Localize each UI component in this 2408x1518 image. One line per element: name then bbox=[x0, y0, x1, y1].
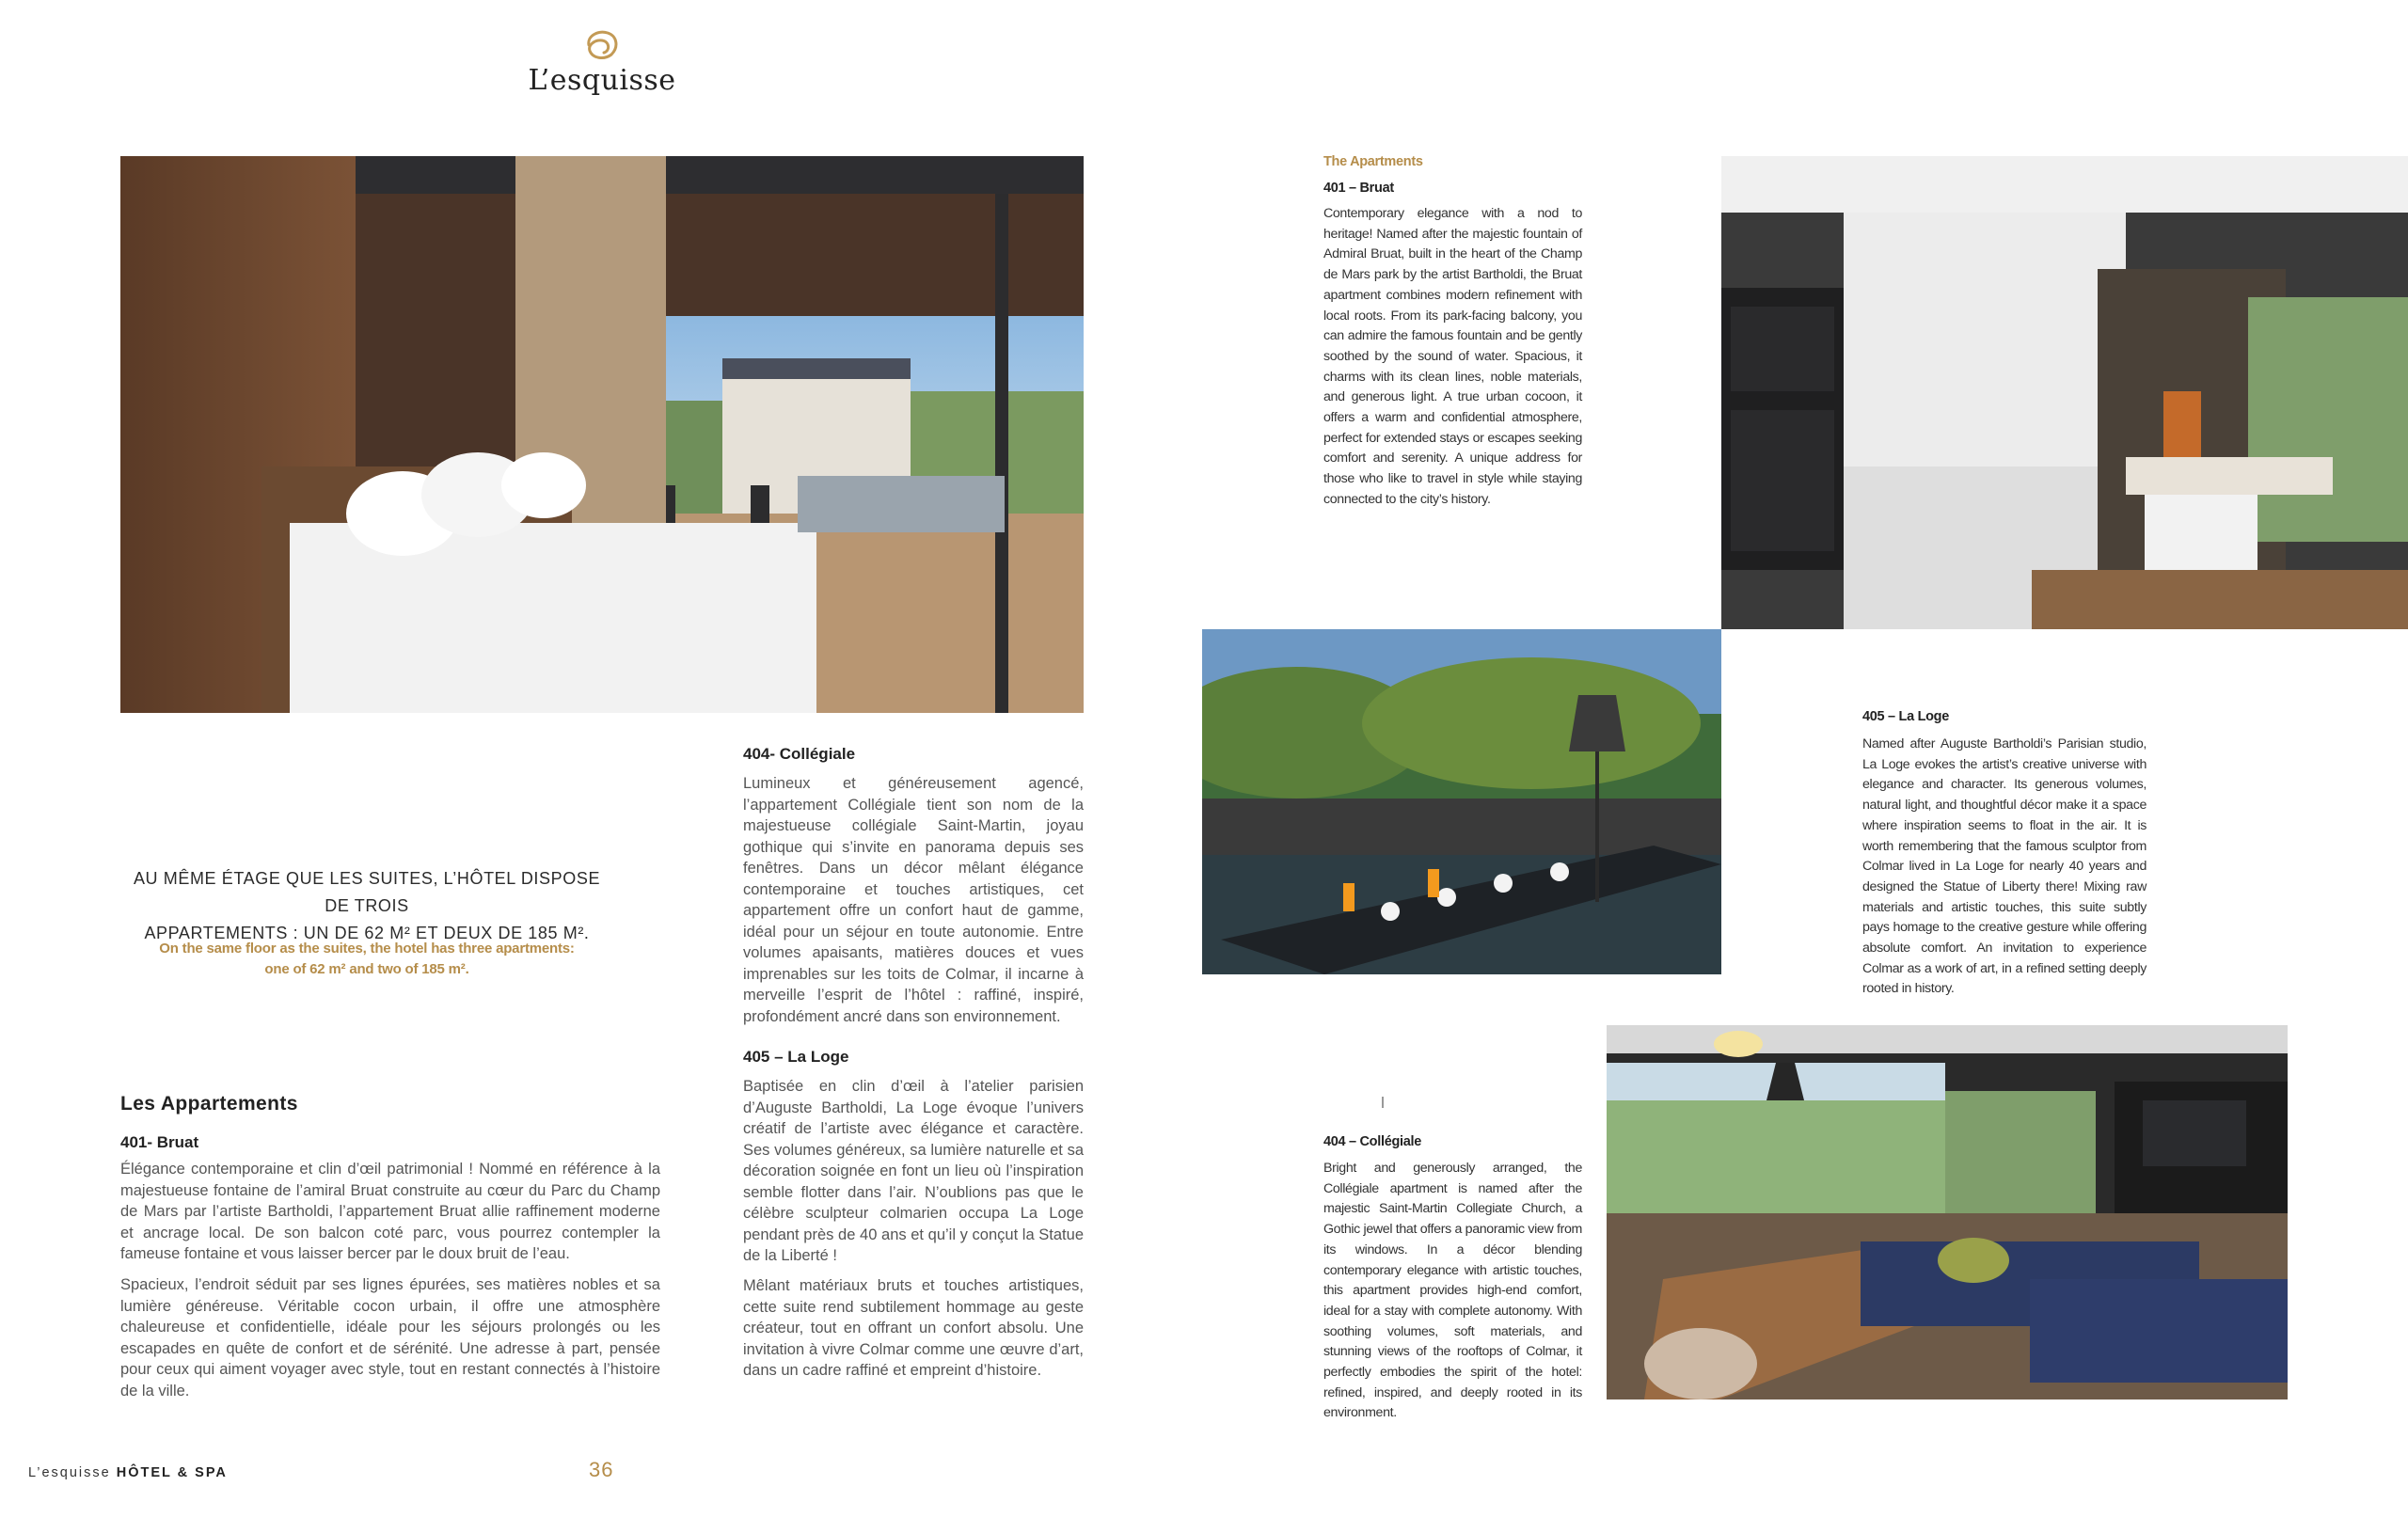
en-bruat-title: 401 – Bruat bbox=[1323, 181, 1394, 196]
intro-fr-line1: AU MÊME ÉTAGE QUE LES SUITES, L’HÔTEL DISPOSE DE TROIS bbox=[133, 869, 601, 915]
en-loge-paragraph: Named after Auguste Bartholdi’s Parisian studio, La Loge evokes the artist’s creative universe with elegance and character. Its generous volumes, natural light, and thoughtful décor make it a space where inspiration seems to float in the air. It is worth remembering that the famous sculptor from Colmar lived in La Loge for nearly 40 years and designed the Statue of Liberty there! Mixing raw materials and artistic touches, this suite subtly pays homage to the creative gesture while offering absolute comfort. An invitation to experience Colmar as a work of art, in a refined setting deeply rooted in history. bbox=[1862, 736, 2147, 997]
collegiale-paragraph: Lumineux et généreusement agencé, l’appartement Collégiale tient son nom de la majestueuse collégiale Saint-Martin, joyau gothique qui s’invite en panorama depuis ses fenêtres. Dans un décor mêlant élégance contemporaine et touches artistiques, cet appartement offre un confort haut de gamme, idéal pour un séjour en toute autonomie. Entre volumes apaisants, matières douces et vues imprenables sur les toits de Colmar, il incarne à merveille l’esprit de l’hôtel : raffiné, inspiré, profondément ancré dans son environnement. bbox=[743, 775, 1084, 1025]
section-heading: Les Appartements bbox=[120, 1093, 298, 1115]
en-collegiale-title: 404 – Collégiale bbox=[1323, 1134, 1422, 1149]
intro-en-line1: On the same floor as the suites, the hotel has three apartments: bbox=[159, 941, 575, 957]
terrace-breakfast-photo bbox=[1202, 629, 1721, 974]
en-bruat-paragraph: Contemporary elegance with a nod to heritage! Named after the majestic fountain of Admiral Bruat, built in the heart of the Champ de Mars park by the artist Bartholdi, the Bruat apartment combines modern refinement with local roots. From its park-facing balcony, you can admire the famous fountain and be gently soothed by the sound of water. Spacious, it charms with its clean lines, noble materials, and generous light. A true urban cocoon, it offers a warm and confidential atmosphere, perfect for extended stays or escapes seeking comfort and serenity. A unique address for those who like to travel in style while staying connected to the city’s history. bbox=[1323, 206, 1582, 507]
en-loge-title: 405 – La Loge bbox=[1862, 709, 1949, 724]
bruat-paragraph-1: Élégance contemporaine et clin d’œil patrimonial ! Nommé en référence à la majestueuse fontaine de l’amiral Bruat construite au cœur du Parc du Champ de Mars par l’artiste Bartholdi, l’appartement Bruat allie raffinement moderne et ancrage local. De son balcon coté parc, vous pourrez contempler la fameuse fontaine et vous laisser bercer par le doux bruit de l’eau. bbox=[120, 1161, 660, 1262]
footer-brand-suffix: HÔTEL & SPA bbox=[116, 1465, 228, 1480]
footer-brand-name: L’esquisse bbox=[28, 1465, 111, 1480]
intro-french bbox=[132, 865, 602, 947]
bruat-title: 401- Bruat bbox=[120, 1133, 199, 1151]
bedroom-photo bbox=[120, 156, 1084, 713]
collegiale-title: 404- Collégiale bbox=[743, 745, 856, 763]
intro-fr-line2: APPARTEMENTS : UN DE 62 M² ET DEUX DE 185 M². bbox=[144, 924, 590, 942]
intro-english bbox=[132, 939, 602, 980]
en-collegiale-paragraph: Bright and generously arranged, the Collégiale apartment is named after the majestic Saint-Martin Collegiate Church, a Gothic jewel that offers a panoramic view from its windows. In a décor blending contemporary elegance with artistic touches, this apartment provides high-end comfort, ideal for a stay with complete autonomy. With soothing volumes, soft materials, and stunning views of the rooftops of Colmar, it perfectly embodies the spirit of the hotel: refined, inspired, and deeply rooted in its environment. bbox=[1323, 1161, 1582, 1421]
brand-mark-icon bbox=[581, 28, 623, 62]
page-number: 36 bbox=[589, 1458, 614, 1481]
bruat-paragraph-2: Spacieux, l’endroit séduit par ses lignes épurées, ses matières nobles et sa lumière généreuse. Véritable cocon urbain, il offre une atmosphère chaleureuse et confidentielle, idéale pour les séjours prolongés ou les escapades en quête de confort et de sérénité. Une adresse à part, pensée pour ceux qui aiment voyager avec style, tout en restant connectés à l’histoire de la ville. bbox=[120, 1276, 660, 1399]
loge-paragraph-2: Mêlant matériaux bruts et touches artistiques, cette suite rend subtilement hommage au geste créateur, tout en offrant un confort absolu. Une invitation à vivre Colmar comme une œuvre d’art, dans un cadre raffiné et empreint d’histoire. bbox=[743, 1277, 1084, 1379]
divider-tick bbox=[1382, 1097, 1384, 1108]
apartments-label: The Apartments bbox=[1323, 154, 1423, 169]
brand-logo bbox=[527, 28, 677, 97]
footer-brand bbox=[28, 1465, 228, 1480]
loge-title: 405 – La Loge bbox=[743, 1048, 849, 1066]
intro-en-line2: one of 62 m² and two of 185 m². bbox=[264, 961, 469, 977]
kitchen-photo bbox=[1721, 156, 2408, 629]
living-room-photo bbox=[1607, 1025, 2288, 1399]
loge-paragraph-1: Baptisée en clin d’œil à l’atelier parisien d’Auguste Bartholdi, La Loge évoque l’univers créatif de l’artiste avec élégance et caractère. Ses volumes généreux, sa lumière naturelle et sa décoration soignée en font un lieu où l’inspiration semble flotter dans l’air. N’oublions pas que le célèbre sculpteur colmarien occupa La Loge pendant près de 40 ans et qu’il y conçut la Statue de la Liberté ! bbox=[743, 1078, 1084, 1264]
logo-wordmark: L’esquisse bbox=[528, 64, 676, 97]
